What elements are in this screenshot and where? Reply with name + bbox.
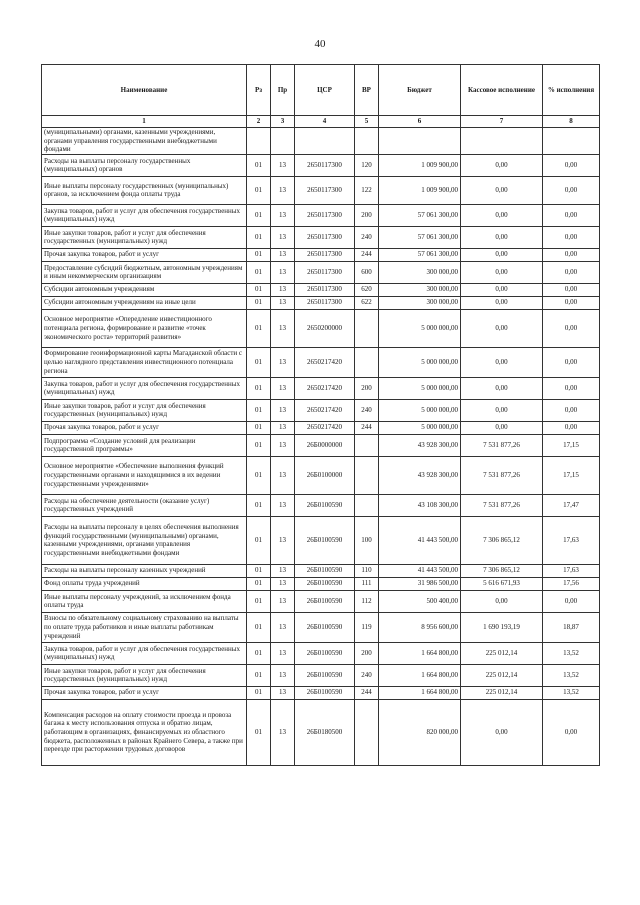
row-pr: 13 (271, 204, 295, 226)
row-name: Формирование геоинформационной карты Магаданской области с целью наглядного представления инвестиционного потенциала региона (42, 347, 247, 377)
row-budget: 820 000,00 (379, 699, 461, 765)
row-kassa: 0,00 (461, 699, 543, 765)
row-kassa: 225 012,14 (461, 686, 543, 699)
row-vr: 100 (355, 516, 379, 564)
row-csr: 26Б0100000 (295, 456, 355, 494)
table-row (42, 128, 600, 155)
row-rz (247, 128, 271, 155)
row-csr: 2650117300 (295, 283, 355, 296)
row-pct: 17,63 (543, 516, 600, 564)
row-rz: 01 (247, 686, 271, 699)
column-number: 7 (461, 116, 543, 128)
table-row (42, 494, 600, 516)
row-pr: 13 (271, 686, 295, 699)
row-vr: 120 (355, 154, 379, 176)
row-budget: 41 443 500,00 (379, 516, 461, 564)
row-kassa: 225 012,14 (461, 664, 543, 686)
row-budget: 5 000 000,00 (379, 309, 461, 347)
table-header-row (42, 65, 600, 116)
row-csr: 2650217420 (295, 347, 355, 377)
row-name: Иные закупки товаров, работ и услуг для обеспечения государственных (муниципальных) нужд (42, 664, 247, 686)
row-pct: 13,52 (543, 642, 600, 664)
row-rz: 01 (247, 399, 271, 421)
row-budget: 300 000,00 (379, 283, 461, 296)
row-pct: 17,63 (543, 564, 600, 577)
row-budget: 43 928 300,00 (379, 434, 461, 456)
row-rz: 01 (247, 377, 271, 399)
row-vr: 200 (355, 204, 379, 226)
table-row (42, 699, 600, 765)
row-name: (муниципальными) органами, казенными учреждениями, органами управления государственными внебюджетными фондами (42, 128, 247, 155)
row-kassa: 0,00 (461, 421, 543, 434)
table-row (42, 283, 600, 296)
row-pr: 13 (271, 248, 295, 261)
header-vr: ВР (355, 65, 379, 116)
row-pct (543, 128, 600, 155)
row-budget: 8 956 600,00 (379, 612, 461, 642)
row-pr: 13 (271, 699, 295, 765)
row-kassa: 0,00 (461, 309, 543, 347)
row-csr: 2650217420 (295, 421, 355, 434)
row-pct: 0,00 (543, 590, 600, 612)
row-budget: 5 000 000,00 (379, 347, 461, 377)
row-pr (271, 128, 295, 155)
table-row (42, 434, 600, 456)
header-csr: ЦСР (295, 65, 355, 116)
row-vr: 600 (355, 261, 379, 283)
table-row (42, 612, 600, 642)
row-csr: 26Б0100590 (295, 686, 355, 699)
table-row (42, 377, 600, 399)
row-pr: 13 (271, 612, 295, 642)
row-vr: 122 (355, 176, 379, 204)
row-rz: 01 (247, 456, 271, 494)
column-number: 1 (42, 116, 247, 128)
column-number-row (42, 116, 600, 128)
row-pr: 13 (271, 434, 295, 456)
row-csr: 26Б0100590 (295, 577, 355, 590)
row-budget: 300 000,00 (379, 296, 461, 309)
row-pr: 13 (271, 577, 295, 590)
row-name: Основное мероприятие «Опередление инвестиционного потенциала региона, формирование и развитие «точек экономического роста» территорий развития» (42, 309, 247, 347)
row-pct: 17,15 (543, 434, 600, 456)
row-csr: 2650217420 (295, 399, 355, 421)
row-kassa: 0,00 (461, 226, 543, 248)
column-number: 6 (379, 116, 461, 128)
row-pct: 0,00 (543, 226, 600, 248)
row-budget: 300 000,00 (379, 261, 461, 283)
row-pr: 13 (271, 664, 295, 686)
row-kassa: 0,00 (461, 399, 543, 421)
row-pct: 13,52 (543, 664, 600, 686)
row-budget: 5 000 000,00 (379, 377, 461, 399)
row-csr: 2650200000 (295, 309, 355, 347)
row-kassa: 0,00 (461, 154, 543, 176)
row-name: Подпрограмма «Создание условий для реализации государственной программы» (42, 434, 247, 456)
row-pct: 0,00 (543, 347, 600, 377)
row-rz: 01 (247, 248, 271, 261)
table-row (42, 664, 600, 686)
row-pct: 0,00 (543, 399, 600, 421)
row-pct: 17,47 (543, 494, 600, 516)
row-vr: 622 (355, 296, 379, 309)
row-vr: 240 (355, 399, 379, 421)
row-pr: 13 (271, 399, 295, 421)
row-rz: 01 (247, 434, 271, 456)
row-pct: 0,00 (543, 204, 600, 226)
row-rz: 01 (247, 283, 271, 296)
table-row (42, 456, 600, 494)
table-row (42, 642, 600, 664)
row-pct: 0,00 (543, 248, 600, 261)
row-kassa: 7 531 877,26 (461, 434, 543, 456)
table-row (42, 577, 600, 590)
row-name: Прочая закупка товаров, работ и услуг (42, 421, 247, 434)
table-row (42, 564, 600, 577)
table-row (42, 590, 600, 612)
row-vr: 244 (355, 686, 379, 699)
row-vr: 200 (355, 377, 379, 399)
table-body (42, 128, 600, 766)
row-rz: 01 (247, 612, 271, 642)
row-kassa: 0,00 (461, 283, 543, 296)
row-pr: 13 (271, 347, 295, 377)
row-rz: 01 (247, 642, 271, 664)
row-vr: 240 (355, 664, 379, 686)
row-kassa (461, 128, 543, 155)
row-vr (355, 456, 379, 494)
row-rz: 01 (247, 494, 271, 516)
row-rz: 01 (247, 664, 271, 686)
row-pr: 13 (271, 377, 295, 399)
table-row (42, 261, 600, 283)
row-budget: 1 664 800,00 (379, 642, 461, 664)
budget-execution-table (41, 64, 600, 766)
row-pct: 13,52 (543, 686, 600, 699)
row-rz: 01 (247, 699, 271, 765)
column-number: 3 (271, 116, 295, 128)
header-pr: Пр (271, 65, 295, 116)
row-budget: 1 009 900,00 (379, 176, 461, 204)
row-rz: 01 (247, 347, 271, 377)
row-name: Прочая закупка товаров, работ и услуг (42, 686, 247, 699)
row-budget: 1 009 900,00 (379, 154, 461, 176)
row-vr (355, 309, 379, 347)
row-rz: 01 (247, 226, 271, 248)
row-csr: 2650117300 (295, 204, 355, 226)
row-kassa: 7 531 877,26 (461, 456, 543, 494)
row-vr: 620 (355, 283, 379, 296)
row-pr: 13 (271, 309, 295, 347)
row-csr: 2650117300 (295, 226, 355, 248)
row-name: Предоставление субсидий бюджетным, автономным учреждениям и иным некоммерческим организациям (42, 261, 247, 283)
row-name: Иные выплаты персоналу учреждений, за исключением фонда оплаты труда (42, 590, 247, 612)
row-kassa: 0,00 (461, 347, 543, 377)
row-kassa: 225 012,14 (461, 642, 543, 664)
row-pr: 13 (271, 226, 295, 248)
row-vr (355, 128, 379, 155)
row-pr: 13 (271, 516, 295, 564)
row-rz: 01 (247, 564, 271, 577)
row-budget: 31 986 500,00 (379, 577, 461, 590)
row-rz: 01 (247, 590, 271, 612)
row-pr: 13 (271, 296, 295, 309)
row-vr (355, 699, 379, 765)
row-budget: 1 664 800,00 (379, 664, 461, 686)
table-row (42, 248, 600, 261)
row-name: Расходы на выплаты персоналу казенных учреждений (42, 564, 247, 577)
row-pr: 13 (271, 176, 295, 204)
row-kassa: 7 306 865,12 (461, 516, 543, 564)
row-csr: 26Б0180500 (295, 699, 355, 765)
table-row (42, 296, 600, 309)
row-pr: 13 (271, 261, 295, 283)
row-csr: 2650117300 (295, 248, 355, 261)
row-csr: 26Б0100590 (295, 516, 355, 564)
row-pct: 0,00 (543, 699, 600, 765)
row-pct: 18,87 (543, 612, 600, 642)
row-csr: 2650217420 (295, 377, 355, 399)
row-vr: 111 (355, 577, 379, 590)
row-vr: 244 (355, 248, 379, 261)
row-vr (355, 434, 379, 456)
table-row (42, 226, 600, 248)
row-rz: 01 (247, 421, 271, 434)
row-name: Компенсация расходов на оплату стоимости проезда и провоза багажа к месту использования отпуска и обратно лицам, работающим в организациях, финансируемых из областного бюджета, расположенных в районах Крайнего Севера, а также при переезде при расторжении трудовых договоров (42, 699, 247, 765)
row-kassa: 0,00 (461, 204, 543, 226)
row-name: Иные выплаты персоналу государственных (муниципальных) органов, за исключением фонда оплаты труда (42, 176, 247, 204)
row-kassa: 1 690 193,19 (461, 612, 543, 642)
row-vr: 110 (355, 564, 379, 577)
table-row (42, 421, 600, 434)
table-row (42, 347, 600, 377)
row-vr (355, 347, 379, 377)
row-vr: 240 (355, 226, 379, 248)
row-name: Взносы по обязательному социальному страхованию на выплаты по оплате труда работников и иные выплаты работникам учреждений (42, 612, 247, 642)
row-csr: 26Б0100590 (295, 612, 355, 642)
row-pct: 0,00 (543, 283, 600, 296)
row-vr (355, 494, 379, 516)
row-pr: 13 (271, 421, 295, 434)
row-pr: 13 (271, 456, 295, 494)
row-rz: 01 (247, 261, 271, 283)
column-number: 4 (295, 116, 355, 128)
row-pct: 0,00 (543, 176, 600, 204)
row-name: Закупка товаров, работ и услуг для обеспечения государственных (муниципальных) нужд (42, 377, 247, 399)
row-vr: 244 (355, 421, 379, 434)
table-row (42, 516, 600, 564)
header-kassa: Кассовое исполнение (461, 65, 543, 116)
row-pr: 13 (271, 590, 295, 612)
row-name: Субсидии автономным учреждениям на иные цели (42, 296, 247, 309)
row-kassa: 0,00 (461, 296, 543, 309)
header-name: Наименование (42, 65, 247, 116)
row-vr: 200 (355, 642, 379, 664)
row-csr: 26Б0100590 (295, 494, 355, 516)
row-pct: 0,00 (543, 421, 600, 434)
row-kassa: 7 306 865,12 (461, 564, 543, 577)
row-name: Расходы на выплаты персоналу в целях обеспечения выполнения функций государственными (муниципальными) органами, казенными учреждениями, органами управления государственными внебюджетными фондами (42, 516, 247, 564)
row-rz: 01 (247, 296, 271, 309)
row-kassa: 0,00 (461, 248, 543, 261)
row-vr: 119 (355, 612, 379, 642)
column-number: 5 (355, 116, 379, 128)
row-csr: 2650117300 (295, 261, 355, 283)
row-rz: 01 (247, 154, 271, 176)
row-kassa: 0,00 (461, 176, 543, 204)
row-name: Основное мероприятие «Обеспечение выполнения функций государственными органами и находящимися в их ведении государственными учреждениями» (42, 456, 247, 494)
header-rz: Рз (247, 65, 271, 116)
header-budget: Бюджет (379, 65, 461, 116)
row-csr: 26Б0000000 (295, 434, 355, 456)
row-budget: 5 000 000,00 (379, 399, 461, 421)
row-name: Закупка товаров, работ и услуг для обеспечения государственных (муниципальных) нужд (42, 642, 247, 664)
table-row (42, 176, 600, 204)
row-budget (379, 128, 461, 155)
row-pr: 13 (271, 283, 295, 296)
row-pct: 0,00 (543, 296, 600, 309)
table-row (42, 204, 600, 226)
row-name: Прочая закупка товаров, работ и услуг (42, 248, 247, 261)
row-budget: 43 108 300,00 (379, 494, 461, 516)
row-budget: 41 443 500,00 (379, 564, 461, 577)
column-number: 8 (543, 116, 600, 128)
row-kassa: 0,00 (461, 590, 543, 612)
row-pr: 13 (271, 494, 295, 516)
row-name: Иные закупки товаров, работ и услуг для обеспечения государственных (муниципальных) нужд (42, 226, 247, 248)
row-name: Расходы на обеспечение деятельности (оказание услуг) государственных учреждений (42, 494, 247, 516)
row-kassa: 0,00 (461, 377, 543, 399)
column-number: 2 (247, 116, 271, 128)
header-pct: % исполнения (543, 65, 600, 116)
row-pct: 0,00 (543, 154, 600, 176)
row-vr: 112 (355, 590, 379, 612)
row-pr: 13 (271, 564, 295, 577)
row-rz: 01 (247, 516, 271, 564)
row-budget: 57 061 300,00 (379, 204, 461, 226)
row-csr: 2650117300 (295, 154, 355, 176)
row-kassa: 7 531 877,26 (461, 494, 543, 516)
page-number: 40 (314, 38, 326, 50)
table-row (42, 686, 600, 699)
row-budget: 57 061 300,00 (379, 226, 461, 248)
table-row (42, 309, 600, 347)
row-csr: 26Б0100590 (295, 590, 355, 612)
row-kassa: 0,00 (461, 261, 543, 283)
row-pct: 17,15 (543, 456, 600, 494)
row-csr: 2650117300 (295, 176, 355, 204)
row-budget: 5 000 000,00 (379, 421, 461, 434)
row-name: Субсидии автономным учреждениям (42, 283, 247, 296)
row-csr: 26Б0100590 (295, 664, 355, 686)
row-budget: 43 928 300,00 (379, 456, 461, 494)
row-kassa: 5 616 671,93 (461, 577, 543, 590)
row-budget: 500 400,00 (379, 590, 461, 612)
row-csr: 2650117300 (295, 296, 355, 309)
row-name: Иные закупки товаров, работ и услуг для обеспечения государственных (муниципальных) нужд (42, 399, 247, 421)
row-name: Расходы на выплаты персоналу государственных (муниципальных) органов (42, 154, 247, 176)
row-pct: 0,00 (543, 261, 600, 283)
row-rz: 01 (247, 309, 271, 347)
table-row (42, 399, 600, 421)
row-rz: 01 (247, 176, 271, 204)
row-csr: 26Б0100590 (295, 642, 355, 664)
row-csr (295, 128, 355, 155)
row-name: Закупка товаров, работ и услуг для обеспечения государственных (муниципальных) нужд (42, 204, 247, 226)
row-pr: 13 (271, 642, 295, 664)
row-csr: 26Б0100590 (295, 564, 355, 577)
row-pct: 0,00 (543, 377, 600, 399)
row-rz: 01 (247, 577, 271, 590)
table-row (42, 154, 600, 176)
row-rz: 01 (247, 204, 271, 226)
row-pr: 13 (271, 154, 295, 176)
row-name: Фонд оплаты труда учреждений (42, 577, 247, 590)
row-pct: 17,56 (543, 577, 600, 590)
row-pct: 0,00 (543, 309, 600, 347)
row-budget: 57 061 300,00 (379, 248, 461, 261)
row-budget: 1 664 800,00 (379, 686, 461, 699)
